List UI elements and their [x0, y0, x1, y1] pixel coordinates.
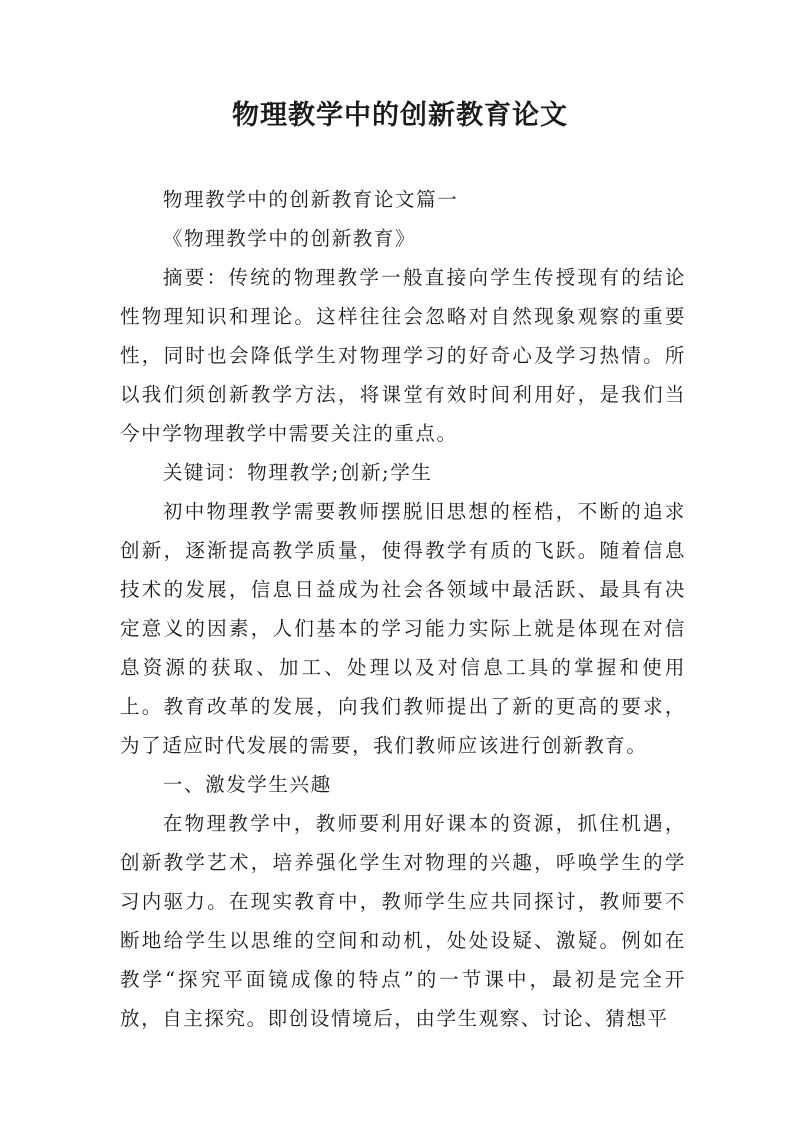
document-title: 物理教学中的创新教育论文 — [232, 100, 568, 131]
section-heading: 物理教学中的创新教育论文篇一 — [162, 188, 459, 211]
body-paragraph: 在物理教学中，教师要利用好课本的资源，抓住机遇，创新教学艺术，培养强化学生对物理的兴趣，呼唤学生的学习内驱力。在现实教育中，教师学生应共同探讨，教师要不断地给学生以思维的空间和动机，处处设疑、激疑。例如在教学“探究平面镜成像的特点”的一节课中，最初是完全开放，自主探究。即创设情境后，由学生观察、讨论、猜想平 — [120, 812, 686, 1030]
document-body — [120, 180, 686, 1038]
subsection-heading: 一、激发学生兴趣 — [162, 773, 332, 796]
abstract-paragraph: 摘要：传统的物理教学一般直接向学生传授现有的结论性物理知识和理论。这样往往会忽略对自然现象观察的重要性，同时也会降低学生对物理学习的好奇心及学习热情。所以我们须创新教学方法，将课堂有效时间利用好，是我们当今中学物理教学中需要关注的重点。 — [120, 266, 686, 445]
paper-title: 《物理教学中的创新教育》 — [162, 227, 417, 250]
keywords-paragraph: 关键词：物理教学;创新;学生 — [162, 461, 433, 484]
body-paragraph: 初中物理教学需要教师摆脱旧思想的桎梏，不断的追求创新，逐渐提高教学质量，使得教学有质的飞跃。随着信息技术的发展，信息日益成为社会各领域中最活跃、最具有决定意义的因素，人们基本的学习能力实际上就是体现在对信息资源的获取、加工、处理以及对信息工具的掌握和使用上。教育改革的发展，向我们教师提出了新的更高的要求，为了适应时代发展的需要，我们教师应该进行创新教育。 — [120, 500, 686, 757]
